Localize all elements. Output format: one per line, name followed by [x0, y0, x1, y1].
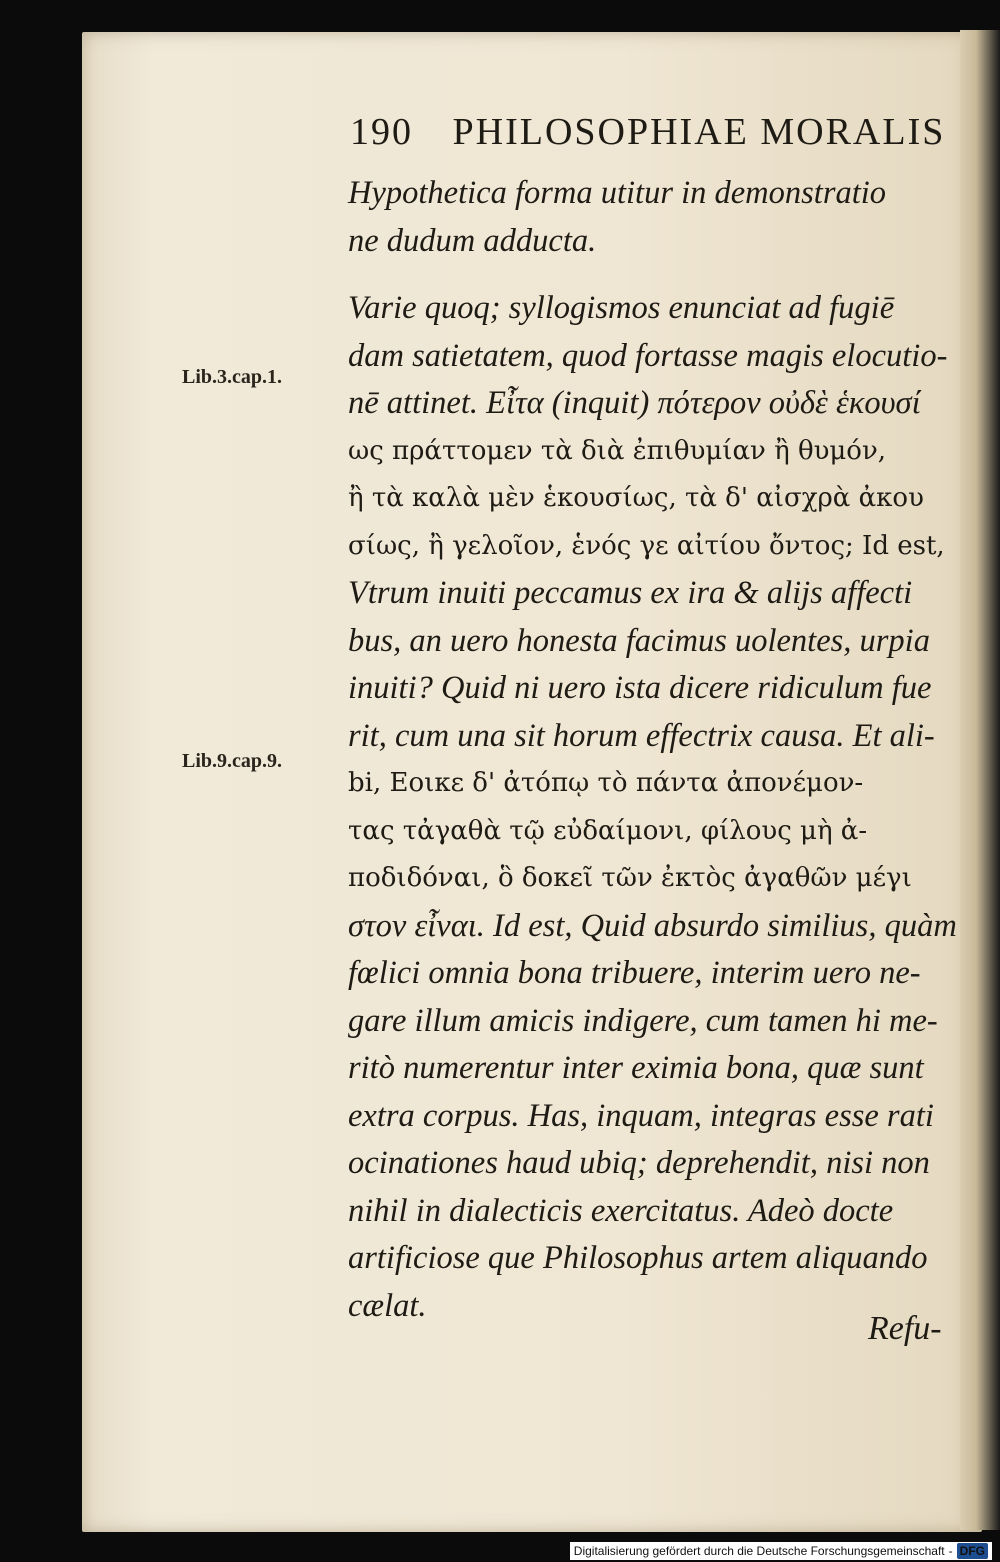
- text-line: Vtrum inuiti peccamus ex ira & alijs affecti: [348, 575, 913, 611]
- margin-note-2: Lib.9.cap.9.: [182, 750, 283, 772]
- text-line: nē attinet. Εἶτα (inquit) πότερον οὐδὲ ἑκουσί: [348, 385, 921, 421]
- body-text: [348, 170, 958, 1330]
- greek-line: σίως, ἢ γελοῖον, ἑνός γε αἰτίου ὄντος; Id est,: [348, 530, 945, 561]
- text-line: artificiose que Philosophus artem aliquando: [348, 1240, 928, 1276]
- text-line: ocinationes haud ubiq; deprehendit, nisi non: [348, 1145, 930, 1181]
- text-line: bus, an uero honesta facimus uolentes, urpia: [348, 622, 930, 659]
- text-line: rit, cum una sit horum effectrix causa. Et ali-: [348, 717, 935, 754]
- text-line: στον εἶναι. Id est, Quid absurdo similius, quàm: [348, 907, 957, 944]
- text-line: dam satietatem, quod fortasse magis elocutio-: [348, 337, 948, 374]
- footer-credit: Digitalisierung gefördert durch die Deutsche Forschungsgemeinschaft: [573, 1544, 945, 1558]
- text-line: nihil in dialecticis exercitatus. Adeò docte: [348, 1192, 894, 1229]
- text-line: extra corpus. Has, inquam, integras esse rati: [348, 1097, 934, 1134]
- greek-line: ποδιδόναι, ὃ δοκεῖ τῶν ἐκτὸς ἀγαθῶν μέγι: [348, 863, 912, 893]
- running-header: [350, 110, 945, 154]
- greek-line: bi, Εοικε δ' ἀτόπῳ τὸ πάντα ἀπονέμον-: [348, 768, 864, 798]
- dfg-logo: DFG: [957, 1543, 988, 1559]
- page-number: 190: [350, 111, 413, 153]
- page-edge-shadow: [960, 30, 1000, 1530]
- digitization-footer: Digitalisierung gefördert durch die Deutsche Forschungsgemeinschaft - DFG: [570, 1542, 992, 1560]
- text-line: gare illum amicis indigere, cum tamen hi me-: [348, 1002, 938, 1039]
- greek-line: ως πράττομεν τὰ διὰ ἐπιθυμίαν ἢ θυμόν,: [348, 435, 887, 466]
- greek-line: ἢ τὰ καλὰ μὲν ἑκουσίως, τὰ δ' αἰσχρὰ ἀκου: [348, 483, 924, 513]
- greek-line: τας τἀγαθὰ τῷ εὐδαίμονι, φίλους μὴ ἀ-: [348, 815, 868, 846]
- text-line: Varie quoq; syllogismos enunciat ad fugiē: [348, 290, 895, 326]
- text-line: inuiti? Quid ni uero ista dicere ridiculum fue: [348, 670, 932, 706]
- text-line: ritò numerentur inter eximia bona, quæ sunt: [348, 1050, 924, 1086]
- margin-note-1: Lib.3.cap.1.: [182, 366, 283, 388]
- catchword: Refu-: [868, 1310, 942, 1347]
- text-line: ne dudum adducta.: [348, 222, 597, 259]
- text-line: Hypothetica forma utitur in demonstratio: [348, 175, 887, 211]
- text-line: fœlici omnia bona tribuere, interim uero ne-: [348, 955, 921, 991]
- running-head-title: PHILOSOPHIAE MORALIS: [452, 111, 946, 153]
- text-line: cælat.: [348, 1287, 427, 1324]
